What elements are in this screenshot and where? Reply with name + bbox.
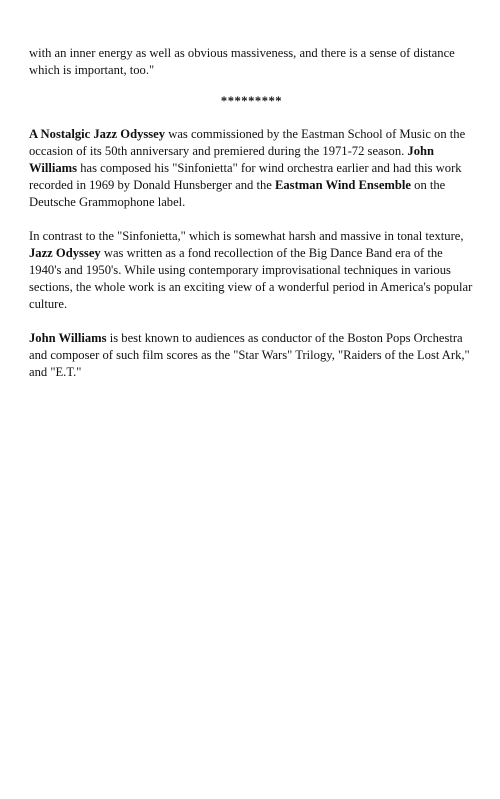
paragraph-composer-text: is best known to audiences as conductor of the Boston Pops Orchestra and composer of such film scores as the "Star Wars" Trilogy, "Raiders of the Lost Ark," and "E.T." [29, 331, 470, 379]
paragraph-contrast-text-a: In contrast to the "Sinfonietta," which is somewhat harsh and massive in tonal texture, [29, 229, 464, 243]
paragraph-commission-text-a: was commissioned by the Eastman School of Music on the occasion of its 50th anniversary and premiered during the 1971-72 season. [29, 127, 466, 158]
section-separator: ********* [220, 94, 283, 108]
composer-name: John Williams [29, 144, 435, 175]
intro-continuation [29, 45, 474, 79]
composer-name-bio: John Williams [29, 331, 107, 345]
ensemble-name: Eastman Wind Ensemble [274, 178, 411, 192]
paragraph-commission [29, 126, 474, 211]
paragraph-commission-text-b: has composed his "Sinfonietta" for wind orchestra earlier and had this work recorded in 1969 by Donald Hunsberger and the [29, 161, 462, 192]
paragraph-contrast-text-b: was written as a fond recollection of the Big Dance Band era of the 1940's and 1950's. While using contemporary improvisational techniques in various sections, the whole work is an exciting view of a wonderful period in America's popular culture. [29, 246, 473, 311]
work-title: A Nostalgic Jazz Odyssey [29, 127, 166, 141]
intro-continuation-text: with an inner energy as well as obvious massiveness, and there is a sense of distance which is important, too." [29, 46, 455, 77]
paragraph-composer [29, 330, 474, 381]
paragraph-commission-text-c: on the Deutsche Grammophone label. [29, 178, 446, 209]
work-title-short: Jazz Odyssey [29, 246, 101, 260]
document-body [29, 45, 474, 381]
paragraph-contrast [29, 228, 474, 313]
